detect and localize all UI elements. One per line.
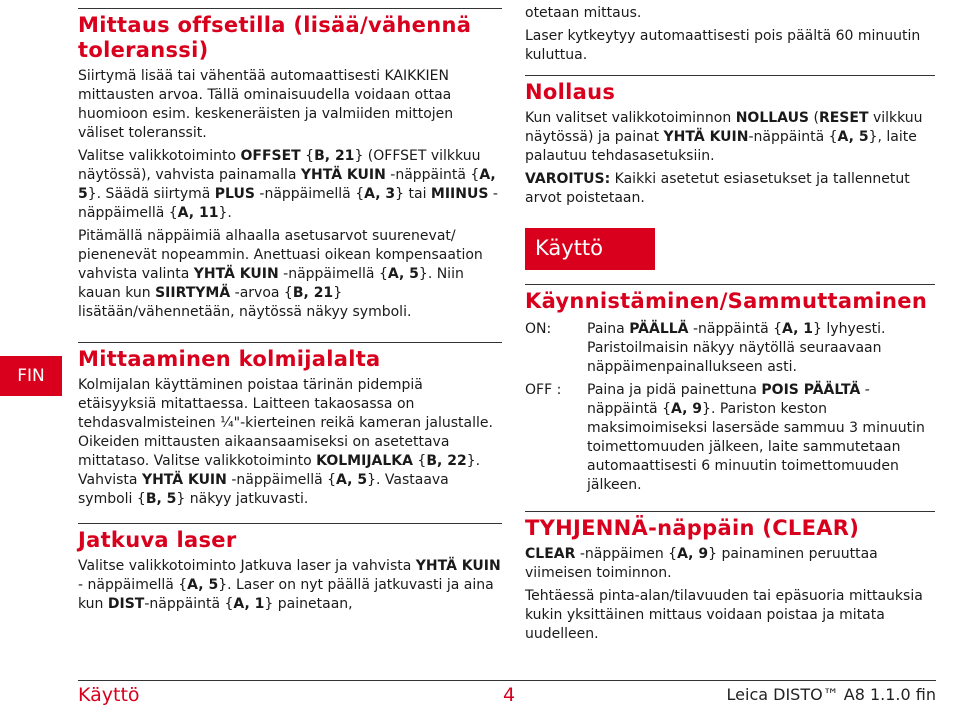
- section-title-offset: Mittaus offsetilla (lisää/vähennä toleranssi): [78, 13, 472, 62]
- clear-text: CLEAR -näppäimen {A, 9} painaminen peruuttaa viimeisen toiminnon.: [525, 546, 878, 581]
- footer-divider: [78, 680, 936, 681]
- footer-chapter: Käyttö: [78, 684, 140, 706]
- page-number: 4: [503, 684, 516, 706]
- right-column: [525, 0, 935, 648]
- section-title-continuous-laser: Jatkuva laser: [78, 528, 237, 552]
- laser-auto-off-note: Laser kytkeytyy automaattisesti pois päältä 60 minuutin kuluttua.: [525, 28, 921, 63]
- reset-warning: VAROITUS: Kaikki asetetut esiasetukset ja tallennetut arvot poistetaan.: [525, 171, 910, 206]
- tripod-text: Kolmijalan käyttäminen poistaa tärinän pidempiä etäisyyksiä mitattaessa. Laitteen takaosassa on tehdasvalmisteinen ¼"-kierteinen reikä kameran jalustalle. Oikeiden mittausten aikaansaamiseksi on asetettava mittataso. Valitse valikkotoiminto KOLMIJALKA {B, 22}. Vahvista YHTÄ KUIN -näppäimellä {A, 5}. Vastaava symboli {B, 5} näkyy jatkuvasti.: [78, 377, 493, 507]
- language-tab: FIN: [0, 356, 62, 396]
- section-title-clear: TYHJENNÄ-näppäin (CLEAR): [525, 516, 860, 540]
- on-text: Paina PÄÄLLÄ -näppäintä {A, 1} lyhyesti. Paristoilmaisin näkyy näytöllä seuraavaan näppäimenpainallukseen asti.: [587, 321, 886, 375]
- clear-note: Tehtäessä pinta-alan/tilavuuden tai epäsuoria mittauksia kukin yksittäinen mittaus voidaan poistaa ja mitata uudelleen.: [525, 588, 923, 642]
- off-label: OFF :: [525, 382, 562, 398]
- power-off-row: [525, 381, 935, 495]
- section-title-power: Käynnistäminen/Sammuttaminen: [525, 289, 928, 313]
- left-column: [78, 0, 502, 618]
- footer-product: Leica DISTO™ A8 1.1.0 fin: [726, 685, 936, 704]
- continuous-laser-text: Valitse valikkotoiminto Jatkuva laser ja vahvista YHTÄ KUIN - näppäimellä {A, 5}. Laser on nyt päällä jatkuvasti ja aina kun DIST-näppäintä {A, 1} painetaan,: [78, 558, 501, 612]
- on-label: ON:: [525, 321, 552, 337]
- offset-hold-note: Pitämällä näppäimiä alhaalla asetusarvot suurenevat/ pienenevät nopeammin. Anettuasi oikean kompensaation vahvista valinta YHTÄ KUIN -näppäimellä {A, 5}. Niin kauan kun SIIRTYMÄ -arvoa {B, 21} lisätään/vähennetään, näytössä näkyy symboli.: [78, 228, 483, 320]
- offset-instructions: Valitse valikkotoiminto OFFSET {B, 21} (OFFSET vilkkuu näytössä), vahvista painamalla YHTÄ KUIN -näppäintä {A, 5}. Säädä siirtymä PLUS -näppäimellä {A, 3} tai MIINUS -näppäimellä {A, 11}.: [78, 148, 498, 221]
- continuous-laser-continued: otetaan mittaus.: [525, 5, 642, 21]
- power-on-row: [525, 320, 935, 377]
- off-text: Paina ja pidä painettuna POIS PÄÄLTÄ -näppäintä {A, 9}. Pariston keston maksimoimiseksi lasersäde sammuu 3 minuutin toimettomuuden jälkeen, laite sammutetaan automaattisesti 6 minuutin toimettomuuden jälkeen.: [587, 382, 925, 493]
- section-title-reset: Nollaus: [525, 80, 616, 104]
- chapter-heading: Käyttö: [525, 228, 655, 270]
- offset-intro: Siirtymä lisää tai vähentää automaattisesti KAIKKIEN mittausten arvoa. Tällä ominaisuudella voidaan ottaa huomioon esim. keskeneräisten ja valmiiden mittojen väliset toleranssit.: [78, 68, 454, 141]
- section-title-tripod: Mittaaminen kolmijalalta: [78, 347, 381, 371]
- reset-text: Kun valitset valikkotoiminnon NOLLAUS (RESET vilkkuu näytössä) ja painat YHTÄ KUIN-näppäintä {A, 5}, laite palautuu tehdasasetuksiin.: [525, 110, 923, 164]
